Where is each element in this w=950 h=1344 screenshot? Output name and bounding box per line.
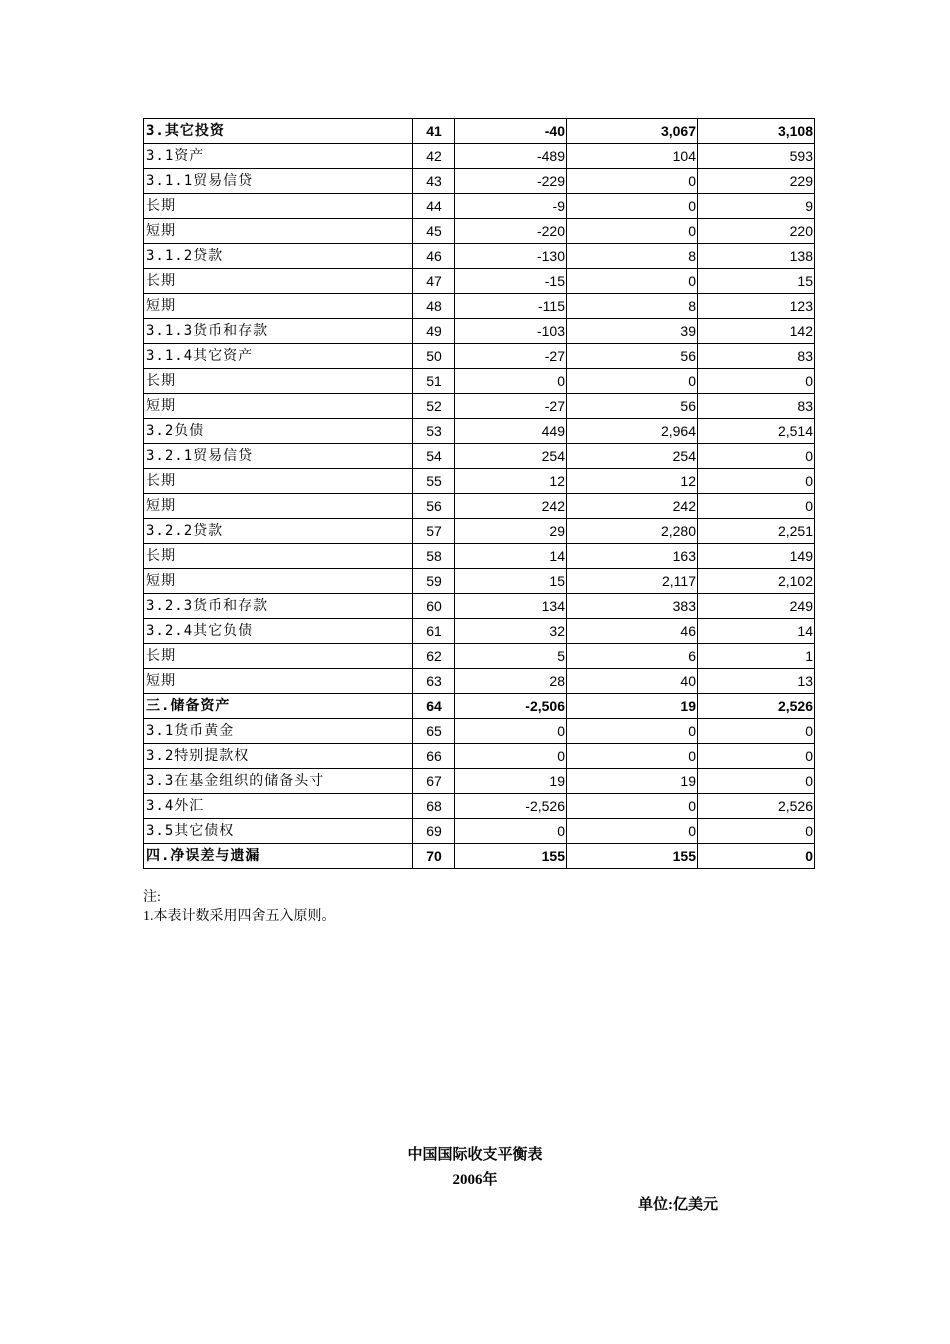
balance-cell: -229 [455, 169, 567, 194]
debit-cell: 2,526 [698, 694, 815, 719]
line-number-cell: 41 [413, 119, 455, 144]
balance-cell: -27 [455, 394, 567, 419]
credit-cell: 6 [567, 644, 698, 669]
table-row [144, 744, 815, 769]
debit-cell: 0 [698, 769, 815, 794]
line-number-cell: 44 [413, 194, 455, 219]
debit-cell: 0 [698, 369, 815, 394]
item-cell: 短期 [144, 494, 413, 519]
balance-cell: -115 [455, 294, 567, 319]
credit-cell: 56 [567, 394, 698, 419]
balance-cell: 134 [455, 594, 567, 619]
debit-cell: 2,251 [698, 519, 815, 544]
credit-cell: 0 [567, 819, 698, 844]
line-number-cell: 43 [413, 169, 455, 194]
item-cell: 3.其它投资 [144, 119, 413, 144]
debit-cell: 149 [698, 544, 815, 569]
debit-cell: 138 [698, 244, 815, 269]
debit-cell: 0 [698, 469, 815, 494]
table-row [144, 319, 815, 344]
credit-cell: 383 [567, 594, 698, 619]
table-row [144, 419, 815, 444]
table-row [144, 694, 815, 719]
debit-cell: 123 [698, 294, 815, 319]
balance-cell: 14 [455, 544, 567, 569]
balance-cell: -9 [455, 194, 567, 219]
credit-cell: 2,964 [567, 419, 698, 444]
debit-cell: 0 [698, 744, 815, 769]
debit-cell: 249 [698, 594, 815, 619]
notes-heading: 注: [143, 890, 161, 905]
item-cell: 3.2.2贷款 [144, 519, 413, 544]
balance-cell: 0 [455, 369, 567, 394]
item-cell: 短期 [144, 569, 413, 594]
debit-cell: 142 [698, 319, 815, 344]
line-number-cell: 47 [413, 269, 455, 294]
item-cell: 3.2.1贸易信贷 [144, 444, 413, 469]
credit-cell: 0 [567, 744, 698, 769]
table-row [144, 469, 815, 494]
table-row [144, 619, 815, 644]
line-number-cell: 58 [413, 544, 455, 569]
debit-cell: 0 [698, 444, 815, 469]
line-number-cell: 54 [413, 444, 455, 469]
debit-cell: 229 [698, 169, 815, 194]
debit-cell: 13 [698, 669, 815, 694]
line-number-cell: 68 [413, 794, 455, 819]
debit-cell: 0 [698, 719, 815, 744]
table-row [144, 544, 815, 569]
line-number-cell: 63 [413, 669, 455, 694]
credit-cell: 0 [567, 369, 698, 394]
credit-cell: 104 [567, 144, 698, 169]
item-cell: 3.1.2贷款 [144, 244, 413, 269]
line-number-cell: 52 [413, 394, 455, 419]
item-cell: 长期 [144, 269, 413, 294]
item-cell: 长期 [144, 369, 413, 394]
credit-cell: 8 [567, 244, 698, 269]
item-cell: 短期 [144, 294, 413, 319]
table-row [144, 519, 815, 544]
table-row [144, 644, 815, 669]
table-body [144, 119, 815, 869]
notes-line-1: 1.本表计数采用四舍五入原则。 [143, 909, 336, 924]
credit-cell: 0 [567, 719, 698, 744]
item-cell: 3.3在基金组织的储备头寸 [144, 769, 413, 794]
item-cell: 3.2.4其它负债 [144, 619, 413, 644]
credit-cell: 0 [567, 194, 698, 219]
balance-cell: 449 [455, 419, 567, 444]
credit-cell: 8 [567, 294, 698, 319]
credit-cell: 0 [567, 219, 698, 244]
debit-cell: 83 [698, 394, 815, 419]
balance-cell: 242 [455, 494, 567, 519]
line-number-cell: 46 [413, 244, 455, 269]
notes [143, 888, 336, 926]
credit-cell: 155 [567, 844, 698, 869]
table-row [144, 394, 815, 419]
item-cell: 长期 [144, 644, 413, 669]
line-number-cell: 70 [413, 844, 455, 869]
item-cell: 短期 [144, 669, 413, 694]
balance-cell: 28 [455, 669, 567, 694]
balance-cell: 12 [455, 469, 567, 494]
item-cell: 3.5其它债权 [144, 819, 413, 844]
credit-cell: 12 [567, 469, 698, 494]
table-row [144, 769, 815, 794]
table-year: 2006年 [452, 1172, 498, 1188]
balance-cell: -103 [455, 319, 567, 344]
table-row [144, 794, 815, 819]
line-number-cell: 65 [413, 719, 455, 744]
line-number-cell: 45 [413, 219, 455, 244]
credit-cell: 19 [567, 694, 698, 719]
table-row [144, 569, 815, 594]
line-number-cell: 66 [413, 744, 455, 769]
balance-cell: 0 [455, 819, 567, 844]
debit-cell: 3,108 [698, 119, 815, 144]
credit-cell: 0 [567, 794, 698, 819]
debit-cell: 2,514 [698, 419, 815, 444]
credit-cell: 56 [567, 344, 698, 369]
item-cell: 3.1.3货币和存款 [144, 319, 413, 344]
line-number-cell: 50 [413, 344, 455, 369]
item-cell: 3.1资产 [144, 144, 413, 169]
debit-cell: 2,102 [698, 569, 815, 594]
line-number-cell: 57 [413, 519, 455, 544]
debit-cell: 0 [698, 819, 815, 844]
table-row [144, 369, 815, 394]
table-row [144, 844, 815, 869]
line-number-cell: 55 [413, 469, 455, 494]
balance-cell: 29 [455, 519, 567, 544]
debit-cell: 593 [698, 144, 815, 169]
table-row [144, 344, 815, 369]
balance-cell: -2,506 [455, 694, 567, 719]
line-number-cell: 51 [413, 369, 455, 394]
table-row [144, 119, 815, 144]
line-number-cell: 61 [413, 619, 455, 644]
table-row [144, 819, 815, 844]
item-cell: 短期 [144, 219, 413, 244]
debit-cell: 14 [698, 619, 815, 644]
line-number-cell: 49 [413, 319, 455, 344]
table-row [144, 294, 815, 319]
line-number-cell: 42 [413, 144, 455, 169]
credit-cell: 19 [567, 769, 698, 794]
table-row [144, 269, 815, 294]
balance-cell: -40 [455, 119, 567, 144]
balance-cell: -220 [455, 219, 567, 244]
table-row [144, 169, 815, 194]
credit-cell: 3,067 [567, 119, 698, 144]
balance-cell: 155 [455, 844, 567, 869]
table-row [144, 494, 815, 519]
balance-cell: 19 [455, 769, 567, 794]
balance-cell: -130 [455, 244, 567, 269]
item-cell: 3.4外汇 [144, 794, 413, 819]
credit-cell: 254 [567, 444, 698, 469]
balance-cell: -15 [455, 269, 567, 294]
balance-cell: 254 [455, 444, 567, 469]
credit-cell: 163 [567, 544, 698, 569]
line-number-cell: 60 [413, 594, 455, 619]
balance-cell: 5 [455, 644, 567, 669]
debit-cell: 0 [698, 494, 815, 519]
debit-cell: 2,526 [698, 794, 815, 819]
table-row [144, 244, 815, 269]
line-number-cell: 53 [413, 419, 455, 444]
item-cell: 长期 [144, 469, 413, 494]
item-cell: 3.1货币黄金 [144, 719, 413, 744]
credit-cell: 40 [567, 669, 698, 694]
balance-cell: 0 [455, 744, 567, 769]
debit-cell: 220 [698, 219, 815, 244]
balance-cell: -489 [455, 144, 567, 169]
balance-cell: -27 [455, 344, 567, 369]
table-title: 中国国际收支平衡表 [407, 1147, 543, 1163]
line-number-cell: 59 [413, 569, 455, 594]
line-number-cell: 69 [413, 819, 455, 844]
credit-cell: 2,280 [567, 519, 698, 544]
debit-cell: 15 [698, 269, 815, 294]
table-row [144, 594, 815, 619]
item-cell: 3.2负债 [144, 419, 413, 444]
credit-cell: 0 [567, 169, 698, 194]
debit-cell: 0 [698, 844, 815, 869]
item-cell: 3.2特别提款权 [144, 744, 413, 769]
credit-cell: 2,117 [567, 569, 698, 594]
debit-cell: 1 [698, 644, 815, 669]
table-row [144, 719, 815, 744]
item-cell: 短期 [144, 394, 413, 419]
balance-cell: 15 [455, 569, 567, 594]
balance-cell: 0 [455, 719, 567, 744]
line-number-cell: 67 [413, 769, 455, 794]
line-number-cell: 62 [413, 644, 455, 669]
line-number-cell: 64 [413, 694, 455, 719]
item-cell: 长期 [144, 544, 413, 569]
table-row [144, 444, 815, 469]
item-cell: 长期 [144, 194, 413, 219]
balance-cell: 32 [455, 619, 567, 644]
table-row [144, 219, 815, 244]
item-cell: 四.净误差与遗漏 [144, 844, 413, 869]
line-number-cell: 48 [413, 294, 455, 319]
table-row [144, 669, 815, 694]
item-cell: 3.2.3货币和存款 [144, 594, 413, 619]
balance-cell: -2,526 [455, 794, 567, 819]
item-cell: 3.1.1贸易信贷 [144, 169, 413, 194]
item-cell: 3.1.4其它资产 [144, 344, 413, 369]
item-cell: 三.储备资产 [144, 694, 413, 719]
credit-cell: 0 [567, 269, 698, 294]
line-number-cell: 56 [413, 494, 455, 519]
credit-cell: 46 [567, 619, 698, 644]
credit-cell: 39 [567, 319, 698, 344]
debit-cell: 9 [698, 194, 815, 219]
table-row [144, 144, 815, 169]
balance-of-payments-table [143, 118, 815, 869]
debit-cell: 83 [698, 344, 815, 369]
credit-cell: 242 [567, 494, 698, 519]
table-row [144, 194, 815, 219]
unit-label: 单位:亿美元 [638, 1197, 718, 1213]
